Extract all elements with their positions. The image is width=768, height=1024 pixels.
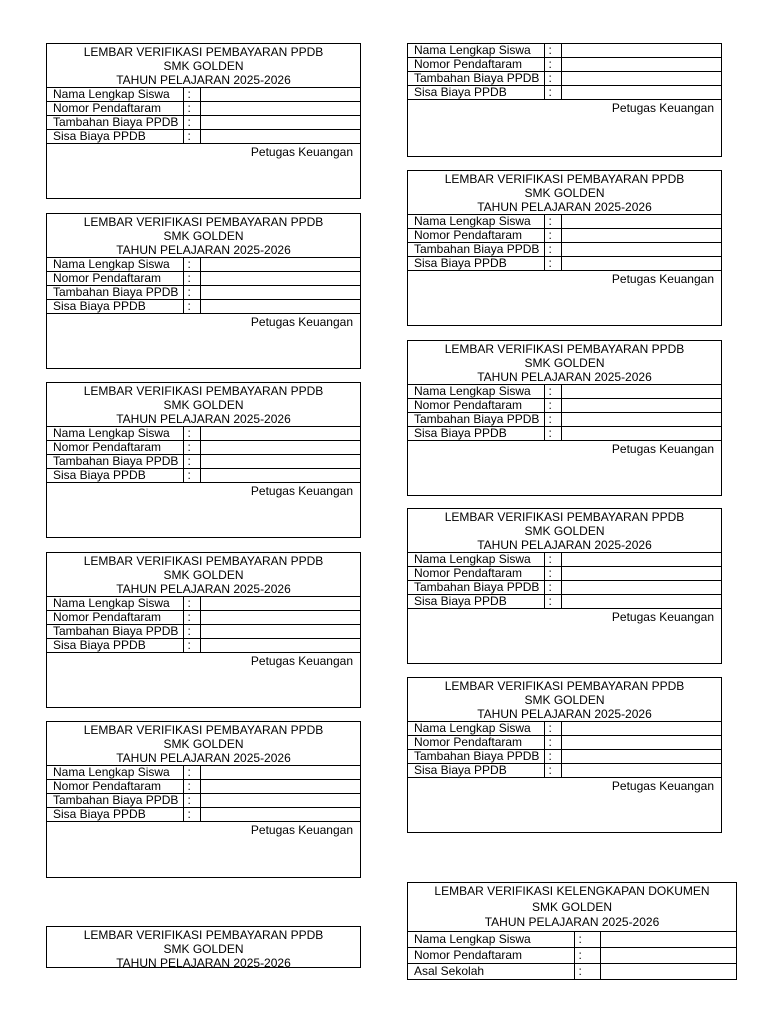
school-name: SMK GOLDEN bbox=[163, 229, 244, 243]
field-label-registration-number: Nomor Pendaftaram bbox=[408, 736, 544, 750]
signature-label: Petugas Keuangan bbox=[408, 440, 721, 456]
field-label-registration-number: Nomor Pendaftaram bbox=[408, 399, 544, 413]
field-value-remaining-balance bbox=[561, 86, 721, 100]
field-value-registration-number bbox=[200, 611, 360, 625]
field-value-student-name bbox=[561, 553, 721, 567]
field-row bbox=[408, 722, 721, 736]
fields-table bbox=[47, 596, 360, 652]
field-label-registration-number: Nomor Pendaftaram bbox=[408, 229, 544, 243]
field-row bbox=[47, 611, 360, 625]
colon: : bbox=[544, 427, 561, 441]
card-title: LEMBAR VERIFIKASI PEMBAYARAN PPDB bbox=[444, 172, 685, 186]
colon: : bbox=[574, 931, 600, 947]
field-row bbox=[47, 455, 360, 469]
field-row bbox=[47, 794, 360, 808]
colon: : bbox=[183, 286, 200, 300]
field-row bbox=[408, 750, 721, 764]
field-label-registration-number: Nomor Pendaftaram bbox=[408, 947, 574, 963]
field-value-extra-fee bbox=[561, 750, 721, 764]
colon: : bbox=[544, 567, 561, 581]
payment-verification-card-partial bbox=[46, 926, 361, 968]
card-header bbox=[408, 171, 721, 214]
card-header bbox=[47, 927, 360, 970]
field-label-registration-number: Nomor Pendaftaram bbox=[47, 780, 183, 794]
field-row bbox=[47, 639, 360, 653]
field-label-registration-number: Nomor Pendaftaram bbox=[408, 567, 544, 581]
field-value-student-name bbox=[200, 258, 360, 272]
signature-label: Petugas Keuangan bbox=[408, 99, 721, 115]
fields-table bbox=[47, 426, 360, 482]
field-label-extra-fee: Tambahan Biaya PPDB bbox=[47, 625, 183, 639]
document-verification-card bbox=[407, 882, 737, 980]
field-row bbox=[408, 58, 721, 72]
field-label-student-name: Nama Lengkap Siswa bbox=[47, 766, 183, 780]
field-row bbox=[408, 567, 721, 581]
colon: : bbox=[544, 736, 561, 750]
field-value-registration-number bbox=[600, 947, 736, 963]
payment-verification-card bbox=[46, 213, 361, 369]
colon: : bbox=[544, 72, 561, 86]
colon: : bbox=[574, 963, 600, 979]
signature-label: Petugas Keuangan bbox=[408, 608, 721, 624]
colon: : bbox=[183, 766, 200, 780]
field-value-student-name bbox=[561, 215, 721, 229]
colon: : bbox=[183, 639, 200, 653]
field-row bbox=[408, 229, 721, 243]
field-label-extra-fee: Tambahan Biaya PPDB bbox=[47, 286, 183, 300]
field-row bbox=[408, 44, 721, 58]
payment-verification-card bbox=[46, 382, 361, 538]
field-value-registration-number bbox=[561, 567, 721, 581]
field-row bbox=[47, 766, 360, 780]
school-name: SMK GOLDEN bbox=[524, 693, 605, 707]
colon: : bbox=[183, 794, 200, 808]
field-value-remaining-balance bbox=[561, 595, 721, 609]
field-value-extra-fee bbox=[200, 625, 360, 639]
field-value-remaining-balance bbox=[200, 300, 360, 314]
fields-table bbox=[408, 384, 721, 440]
school-name: SMK GOLDEN bbox=[163, 942, 244, 956]
fields-table bbox=[408, 43, 721, 99]
academic-year: TAHUN PELAJARAN 2025-2026 bbox=[116, 412, 291, 426]
field-value-remaining-balance bbox=[200, 130, 360, 144]
card-title: LEMBAR VERIFIKASI KELENGKAPAN DOKUMEN bbox=[434, 884, 710, 898]
fields-table bbox=[47, 87, 360, 143]
field-label-remaining-balance: Sisa Biaya PPDB bbox=[408, 86, 544, 100]
colon: : bbox=[544, 385, 561, 399]
card-header bbox=[408, 883, 736, 931]
academic-year: TAHUN PELAJARAN 2025-2026 bbox=[116, 73, 291, 87]
field-row bbox=[408, 553, 721, 567]
field-row bbox=[47, 441, 360, 455]
card-title: LEMBAR VERIFIKASI PEMBAYARAN PPDB bbox=[83, 215, 324, 229]
field-row bbox=[47, 300, 360, 314]
field-row bbox=[47, 258, 360, 272]
card-header bbox=[47, 44, 360, 87]
colon: : bbox=[544, 86, 561, 100]
card-title: LEMBAR VERIFIKASI PEMBAYARAN PPDB bbox=[83, 928, 324, 942]
payment-verification-card bbox=[407, 170, 722, 326]
field-row bbox=[408, 595, 721, 609]
field-row bbox=[408, 385, 721, 399]
colon: : bbox=[544, 215, 561, 229]
field-label-extra-fee: Tambahan Biaya PPDB bbox=[408, 750, 544, 764]
colon: : bbox=[544, 399, 561, 413]
field-label-extra-fee: Tambahan Biaya PPDB bbox=[47, 455, 183, 469]
field-row bbox=[47, 88, 360, 102]
field-label-registration-number: Nomor Pendaftaram bbox=[408, 58, 544, 72]
colon: : bbox=[183, 780, 200, 794]
card-title: LEMBAR VERIFIKASI PEMBAYARAN PPDB bbox=[83, 384, 324, 398]
field-row bbox=[47, 102, 360, 116]
card-header bbox=[408, 509, 721, 552]
field-label-extra-fee: Tambahan Biaya PPDB bbox=[408, 72, 544, 86]
field-row bbox=[47, 780, 360, 794]
signature-label: Petugas Keuangan bbox=[47, 821, 360, 837]
school-name: SMK GOLDEN bbox=[163, 737, 244, 751]
field-row bbox=[408, 764, 721, 778]
field-value-remaining-balance bbox=[200, 639, 360, 653]
colon: : bbox=[544, 257, 561, 271]
colon: : bbox=[183, 102, 200, 116]
field-value-extra-fee bbox=[561, 413, 721, 427]
field-value-student-name bbox=[561, 722, 721, 736]
field-row bbox=[47, 427, 360, 441]
field-row bbox=[408, 427, 721, 441]
academic-year: TAHUN PELAJARAN 2025-2026 bbox=[477, 707, 652, 721]
field-label-remaining-balance: Sisa Biaya PPDB bbox=[47, 469, 183, 483]
colon: : bbox=[544, 229, 561, 243]
field-label-remaining-balance: Sisa Biaya PPDB bbox=[408, 595, 544, 609]
field-label-extra-fee: Tambahan Biaya PPDB bbox=[408, 413, 544, 427]
field-value-student-name bbox=[600, 931, 736, 947]
field-value-extra-fee bbox=[561, 243, 721, 257]
field-label-extra-fee: Tambahan Biaya PPDB bbox=[408, 581, 544, 595]
academic-year: TAHUN PELAJARAN 2025-2026 bbox=[116, 582, 291, 596]
field-label-student-name: Nama Lengkap Siswa bbox=[408, 215, 544, 229]
colon: : bbox=[183, 258, 200, 272]
field-value-student-name bbox=[561, 44, 721, 58]
card-header bbox=[47, 722, 360, 765]
field-row bbox=[408, 947, 736, 963]
academic-year: TAHUN PELAJARAN 2025-2026 bbox=[484, 915, 660, 929]
colon: : bbox=[544, 750, 561, 764]
field-value-extra-fee bbox=[200, 116, 360, 130]
card-header bbox=[47, 553, 360, 596]
colon: : bbox=[544, 44, 561, 58]
field-row bbox=[408, 257, 721, 271]
fields-table bbox=[47, 765, 360, 821]
payment-verification-card bbox=[46, 721, 361, 878]
field-value-registration-number bbox=[561, 58, 721, 72]
colon: : bbox=[183, 116, 200, 130]
field-row bbox=[47, 469, 360, 483]
field-label-remaining-balance: Sisa Biaya PPDB bbox=[408, 427, 544, 441]
card-header bbox=[408, 341, 721, 384]
academic-year: TAHUN PELAJARAN 2025-2026 bbox=[116, 751, 291, 765]
card-title: LEMBAR VERIFIKASI PEMBAYARAN PPDB bbox=[444, 510, 685, 524]
payment-verification-card bbox=[46, 43, 361, 199]
field-value-remaining-balance bbox=[561, 427, 721, 441]
school-name: SMK GOLDEN bbox=[524, 524, 605, 538]
field-row bbox=[47, 625, 360, 639]
card-title: LEMBAR VERIFIKASI PEMBAYARAN PPDB bbox=[83, 45, 324, 59]
colon: : bbox=[544, 595, 561, 609]
field-value-registration-number bbox=[200, 780, 360, 794]
payment-verification-card-partial bbox=[407, 43, 722, 157]
field-value-remaining-balance bbox=[200, 808, 360, 822]
field-label-remaining-balance: Sisa Biaya PPDB bbox=[408, 257, 544, 271]
fields-table bbox=[408, 214, 721, 270]
field-row bbox=[408, 581, 721, 595]
field-value-registration-number bbox=[200, 441, 360, 455]
field-value-student-name bbox=[200, 766, 360, 780]
field-label-remaining-balance: Sisa Biaya PPDB bbox=[47, 808, 183, 822]
field-value-origin-school bbox=[600, 963, 736, 979]
field-value-registration-number bbox=[561, 229, 721, 243]
field-label-remaining-balance: Sisa Biaya PPDB bbox=[47, 300, 183, 314]
school-name: SMK GOLDEN bbox=[163, 398, 244, 412]
fields-table bbox=[408, 552, 721, 608]
payment-verification-card bbox=[407, 508, 722, 664]
school-name: SMK GOLDEN bbox=[531, 899, 612, 914]
colon: : bbox=[183, 469, 200, 483]
card-title: LEMBAR VERIFIKASI PEMBAYARAN PPDB bbox=[444, 679, 685, 693]
field-row bbox=[47, 130, 360, 144]
colon: : bbox=[183, 272, 200, 286]
school-name: SMK GOLDEN bbox=[163, 59, 244, 73]
card-header bbox=[47, 214, 360, 257]
field-value-extra-fee bbox=[561, 581, 721, 595]
colon: : bbox=[544, 553, 561, 567]
field-label-student-name: Nama Lengkap Siswa bbox=[408, 553, 544, 567]
field-row bbox=[408, 963, 736, 979]
card-title: LEMBAR VERIFIKASI PEMBAYARAN PPDB bbox=[83, 723, 324, 737]
school-name: SMK GOLDEN bbox=[163, 568, 244, 582]
field-row bbox=[408, 215, 721, 229]
colon: : bbox=[544, 58, 561, 72]
colon: : bbox=[544, 413, 561, 427]
colon: : bbox=[544, 764, 561, 778]
field-row bbox=[408, 413, 721, 427]
field-value-remaining-balance bbox=[561, 257, 721, 271]
field-row bbox=[408, 243, 721, 257]
signature-label: Petugas Keuangan bbox=[47, 143, 360, 159]
field-label-registration-number: Nomor Pendaftaram bbox=[47, 102, 183, 116]
field-label-student-name: Nama Lengkap Siswa bbox=[408, 931, 574, 947]
payment-verification-card bbox=[407, 340, 722, 496]
field-value-extra-fee bbox=[561, 72, 721, 86]
field-row bbox=[408, 86, 721, 100]
colon: : bbox=[544, 722, 561, 736]
field-row bbox=[47, 272, 360, 286]
card-header bbox=[47, 383, 360, 426]
colon: : bbox=[574, 947, 600, 963]
field-value-extra-fee bbox=[200, 286, 360, 300]
colon: : bbox=[183, 88, 200, 102]
field-value-student-name bbox=[561, 385, 721, 399]
card-title: LEMBAR VERIFIKASI PEMBAYARAN PPDB bbox=[83, 554, 324, 568]
payment-verification-card bbox=[407, 677, 722, 833]
field-row bbox=[47, 808, 360, 822]
school-name: SMK GOLDEN bbox=[524, 186, 605, 200]
field-value-registration-number bbox=[561, 736, 721, 750]
field-label-student-name: Nama Lengkap Siswa bbox=[408, 385, 544, 399]
field-value-student-name bbox=[200, 427, 360, 441]
colon: : bbox=[183, 130, 200, 144]
field-label-origin-school: Asal Sekolah bbox=[408, 963, 574, 979]
field-value-remaining-balance bbox=[200, 469, 360, 483]
fields-table bbox=[408, 931, 736, 979]
signature-label: Petugas Keuangan bbox=[47, 313, 360, 329]
academic-year: TAHUN PELAJARAN 2025-2026 bbox=[477, 200, 652, 214]
colon: : bbox=[544, 243, 561, 257]
school-name: SMK GOLDEN bbox=[524, 356, 605, 370]
field-row bbox=[47, 286, 360, 300]
field-label-student-name: Nama Lengkap Siswa bbox=[47, 427, 183, 441]
payment-verification-card bbox=[46, 552, 361, 708]
field-label-registration-number: Nomor Pendaftaram bbox=[47, 611, 183, 625]
colon: : bbox=[183, 808, 200, 822]
fields-table bbox=[47, 257, 360, 313]
card-title: LEMBAR VERIFIKASI PEMBAYARAN PPDB bbox=[444, 342, 685, 356]
field-value-student-name bbox=[200, 88, 360, 102]
field-label-registration-number: Nomor Pendaftaram bbox=[47, 441, 183, 455]
field-label-remaining-balance: Sisa Biaya PPDB bbox=[408, 764, 544, 778]
field-row bbox=[408, 399, 721, 413]
signature-label: Petugas Keuangan bbox=[408, 777, 721, 793]
field-label-extra-fee: Tambahan Biaya PPDB bbox=[47, 794, 183, 808]
fields-table bbox=[408, 721, 721, 777]
academic-year: TAHUN PELAJARAN 2025-2026 bbox=[477, 538, 652, 552]
signature-label: Petugas Keuangan bbox=[408, 270, 721, 286]
field-value-registration-number bbox=[561, 399, 721, 413]
field-row bbox=[408, 736, 721, 750]
field-label-student-name: Nama Lengkap Siswa bbox=[408, 44, 544, 58]
colon: : bbox=[183, 611, 200, 625]
academic-year: TAHUN PELAJARAN 2025-2026 bbox=[477, 370, 652, 384]
colon: : bbox=[183, 427, 200, 441]
field-label-student-name: Nama Lengkap Siswa bbox=[47, 597, 183, 611]
colon: : bbox=[183, 441, 200, 455]
field-label-extra-fee: Tambahan Biaya PPDB bbox=[47, 116, 183, 130]
colon: : bbox=[183, 300, 200, 314]
field-value-student-name bbox=[200, 597, 360, 611]
field-value-remaining-balance bbox=[561, 764, 721, 778]
field-label-registration-number: Nomor Pendaftaram bbox=[47, 272, 183, 286]
field-value-extra-fee bbox=[200, 455, 360, 469]
academic-year: TAHUN PELAJARAN 2025-2026 bbox=[116, 956, 291, 970]
field-label-student-name: Nama Lengkap Siswa bbox=[408, 722, 544, 736]
field-value-extra-fee bbox=[200, 794, 360, 808]
card-header bbox=[408, 678, 721, 721]
colon: : bbox=[183, 455, 200, 469]
field-label-student-name: Nama Lengkap Siswa bbox=[47, 258, 183, 272]
field-label-remaining-balance: Sisa Biaya PPDB bbox=[47, 639, 183, 653]
field-row bbox=[47, 597, 360, 611]
field-row bbox=[408, 72, 721, 86]
field-value-registration-number bbox=[200, 102, 360, 116]
field-label-student-name: Nama Lengkap Siswa bbox=[47, 88, 183, 102]
colon: : bbox=[183, 597, 200, 611]
field-label-remaining-balance: Sisa Biaya PPDB bbox=[47, 130, 183, 144]
signature-label: Petugas Keuangan bbox=[47, 652, 360, 668]
field-row bbox=[408, 931, 736, 947]
field-value-registration-number bbox=[200, 272, 360, 286]
field-label-extra-fee: Tambahan Biaya PPDB bbox=[408, 243, 544, 257]
academic-year: TAHUN PELAJARAN 2025-2026 bbox=[116, 243, 291, 257]
colon: : bbox=[544, 581, 561, 595]
signature-label: Petugas Keuangan bbox=[47, 482, 360, 498]
field-row bbox=[47, 116, 360, 130]
colon: : bbox=[183, 625, 200, 639]
